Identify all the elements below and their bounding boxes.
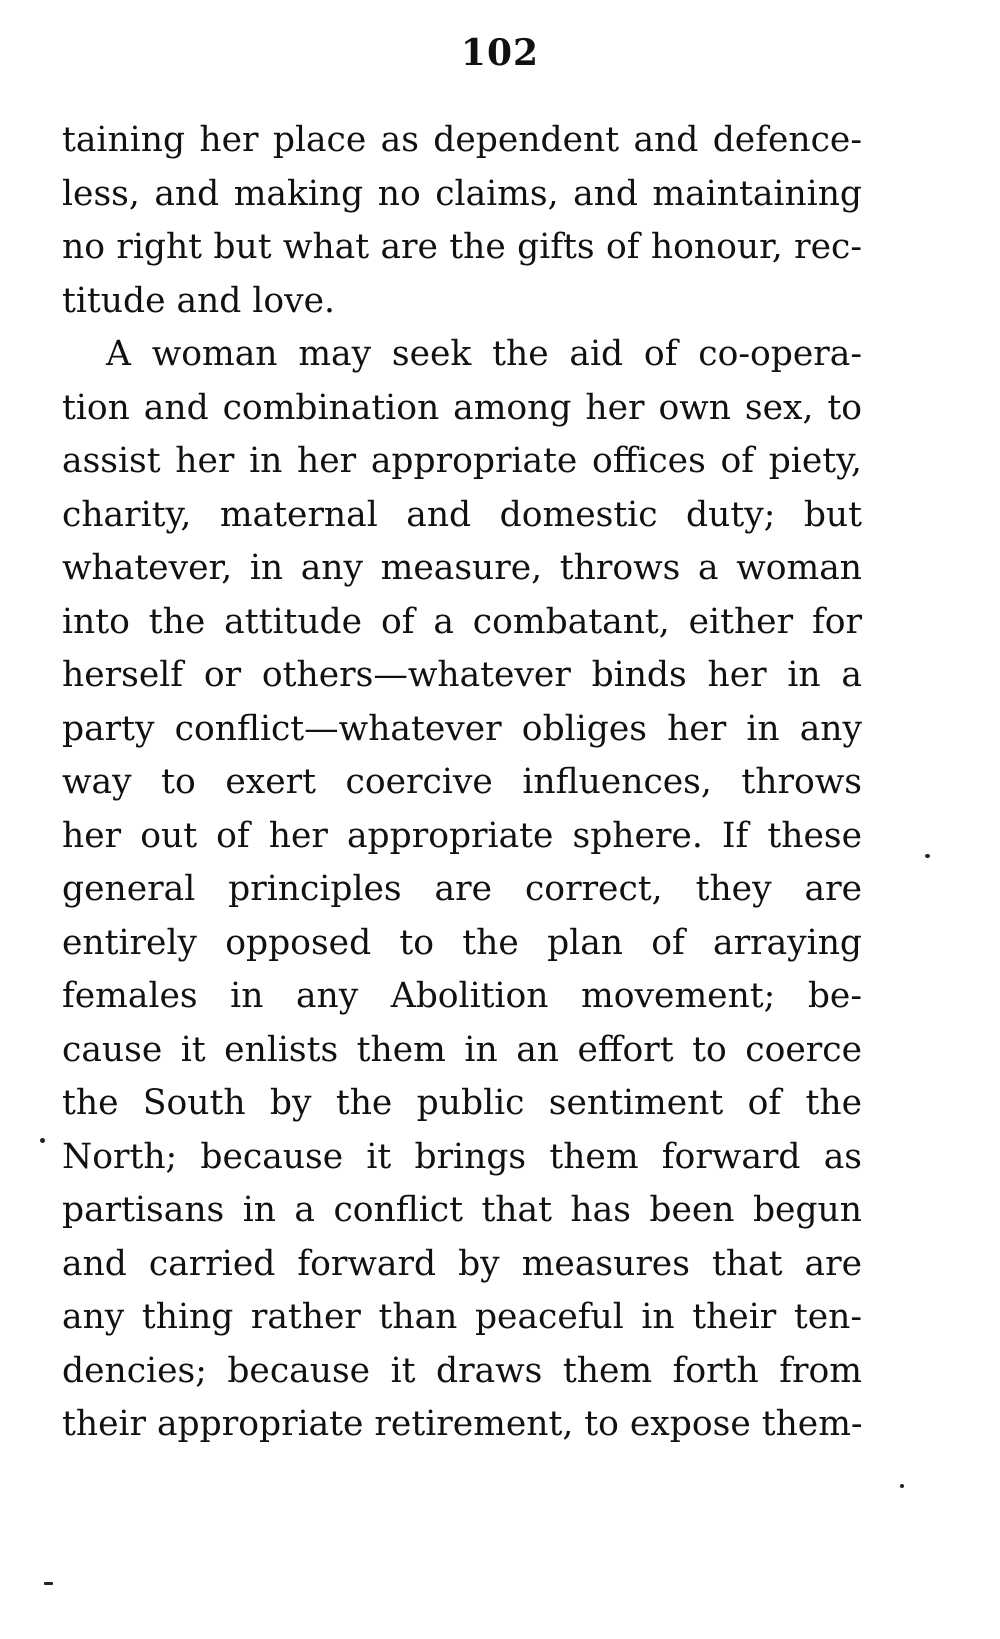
text-line: dencies; because it draws them forth from [62,1350,862,1391]
text-line: the South by the public sentiment of the [62,1083,862,1123]
text-line: no right but what are the gifts of honour, rec- [62,227,862,267]
text-line: A woman may seek the aid of co-opera- [106,334,862,374]
text-line: their appropriate retirement, to expose them- [62,1404,863,1444]
body-text [62,114,862,1452]
text-line: party conflict—whatever obliges her in any [62,708,862,749]
text-line: less, and making no claims, and maintaining [62,173,862,214]
scan-speck [44,1582,53,1585]
text-line: cause it enlists them in an effort to coerce [62,1029,862,1070]
text-line: any thing rather than peaceful in their ten- [62,1297,862,1337]
text-line: way to exert coercive influences, throws [62,762,862,802]
text-line: titude and love. [62,280,335,321]
scan-speck [925,854,930,858]
text-line: partisans in a conflict that has been begun [62,1190,862,1230]
text-line: taining her place as dependent and defence- [62,120,862,160]
text-line: tion and combination among her own sex, to [62,387,862,428]
page-number: 102 [460,32,540,74]
scan-speck [900,1484,904,1488]
text-line: females in any Abolition movement; be- [62,976,862,1016]
text-line: charity, maternal and domestic duty; but [62,494,862,535]
text-line: and carried forward by measures that are [62,1243,862,1284]
text-line: entirely opposed to the plan of arraying [62,922,862,963]
text-line: assist her in her appropriate offices of piety, [62,441,862,481]
scan-speck [40,1138,45,1143]
text-line: whatever, in any measure, throws a woman [62,548,862,588]
text-line: herself or others—whatever binds her in a [62,655,862,695]
text-line: North; because it brings them forward as [62,1136,862,1177]
text-line: into the attitude of a combatant, either for [62,601,862,642]
text-line: general principles are correct, they are [62,869,862,909]
text-line: her out of her appropriate sphere. If these [62,815,862,856]
